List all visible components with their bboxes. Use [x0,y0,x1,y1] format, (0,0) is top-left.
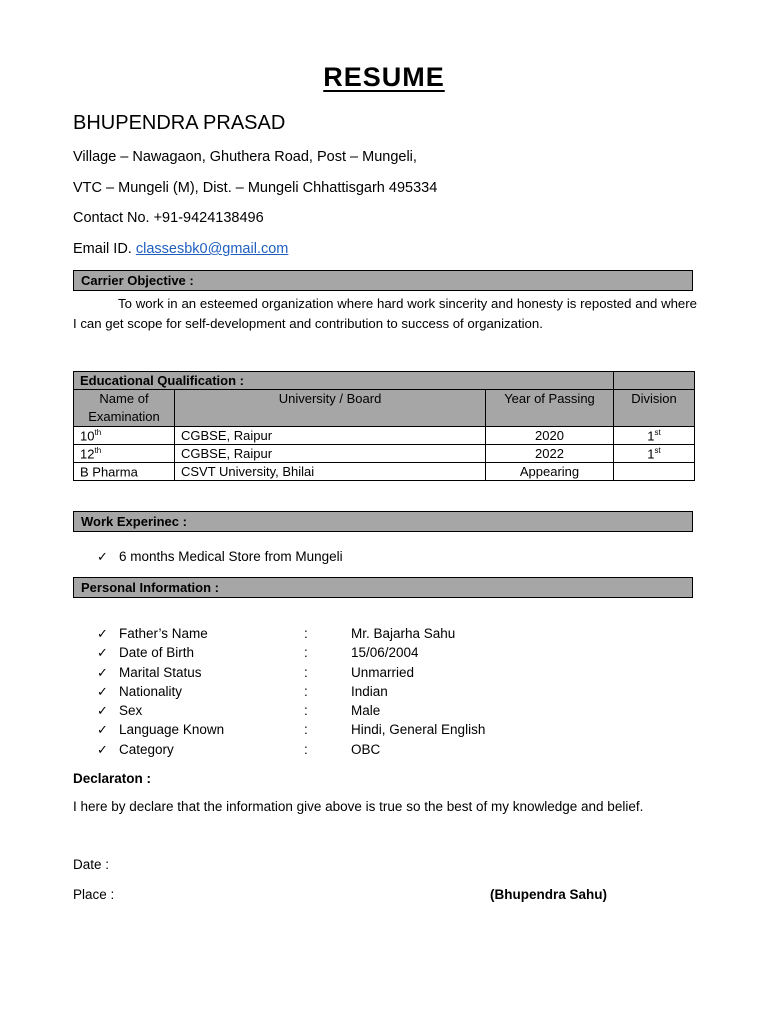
email-link[interactable]: classesbk0@gmail.com [135,241,289,257]
declaration-heading: Declaraton : [73,771,152,786]
list-item [97,741,381,761]
candidate-name: BHUPENDRA PRASAD [73,112,286,134]
education-table [73,371,695,481]
year-cell: 2022 [486,445,614,463]
info-label: Father’s Name [119,626,208,641]
address-line-2: VTC – Mungeli (M), Dist. – Mungeli Chhattisgarh 495334 [73,180,438,196]
date-label: Date : [73,857,110,872]
year-cell: Appearing [486,463,614,481]
col-header-year: Year of Passing [486,390,614,427]
resume-title: RESUME [323,62,445,92]
year-cell: 2020 [486,427,614,445]
objective-text [73,294,697,333]
division-cell: 1st [614,445,695,463]
division-cell: 1st [614,427,695,445]
table-row [74,463,695,481]
declaration-text: I here by declare that the information give above is true so the best of my knowledge and belief. [73,799,644,814]
exam-cell: 10th [74,427,175,445]
info-value: Unmarried [351,664,415,680]
info-colon: : [304,664,308,680]
info-label: Category [119,741,174,757]
personal-info-list [97,626,486,761]
check-icon: ✓ [97,645,108,661]
info-value: Mr. Bajarha Sahu [351,626,456,641]
info-colon: : [304,683,308,699]
signature-name: (Bhupendra Sahu) [490,887,607,902]
info-colon: : [304,626,308,641]
exam-cell: 12th [74,445,175,463]
info-value: 15/06/2004 [351,645,419,661]
info-colon: : [304,703,308,719]
list-item [97,722,486,741]
address-line-1: Village – Nawagaon, Ghuthera Road, Post – Mungeli, [73,149,417,165]
objective-heading: Carrier Objective : [73,270,693,291]
check-icon: ✓ [97,664,108,680]
education-header-row [74,390,695,427]
board-cell: CGBSE, Raipur [175,445,486,463]
info-value: OBC [351,741,381,757]
check-icon: ✓ [97,683,108,699]
work-heading: Work Experinec : [73,511,693,532]
education-heading-spacer [614,372,695,390]
education-heading-row [74,372,695,390]
email-line [73,241,288,257]
board-cell: CGBSE, Raipur [175,427,486,445]
exam-cell: B Pharma [74,463,175,481]
info-label: Date of Birth [119,645,195,661]
info-value: Hindi, General English [351,722,486,738]
division-cell [614,463,695,481]
list-item [97,664,415,684]
info-label: Marital Status [119,664,202,680]
email-label: Email ID. [73,241,136,257]
check-icon: ✓ [97,549,108,564]
education-heading: Educational Qualification : [74,372,614,390]
info-label: Nationality [119,683,183,699]
table-row [74,427,695,445]
list-item [97,549,343,565]
list-item [97,683,388,703]
col-header-exam: Name of Examination [74,390,175,427]
contact-number: Contact No. +91-9424138496 [73,210,264,226]
info-label: Sex [119,703,143,719]
info-colon: : [304,741,308,757]
info-value: Male [351,703,381,719]
col-header-board: University / Board [175,390,486,427]
work-item-text: 6 months Medical Store from Mungeli [119,549,343,564]
list-item [97,626,456,645]
place-label: Place : [73,887,115,902]
check-icon: ✓ [97,703,108,719]
check-icon: ✓ [97,741,108,757]
personal-heading: Personal Information : [73,577,693,598]
board-cell: CSVT University, Bhilai [175,463,486,481]
info-colon: : [304,645,308,661]
info-colon: : [304,722,308,738]
list-item [97,703,381,722]
table-row [74,445,695,463]
info-label: Language Known [119,722,225,738]
check-icon: ✓ [97,722,108,738]
objective-body: To work in an esteemed organization where hard work sincerity and honesty is reposted and where I can get scope for self-development and contribution to success of organization. [73,296,697,331]
list-item [97,645,419,664]
check-icon: ✓ [97,626,108,641]
col-header-division: Division [614,390,695,427]
info-value: Indian [351,683,388,699]
